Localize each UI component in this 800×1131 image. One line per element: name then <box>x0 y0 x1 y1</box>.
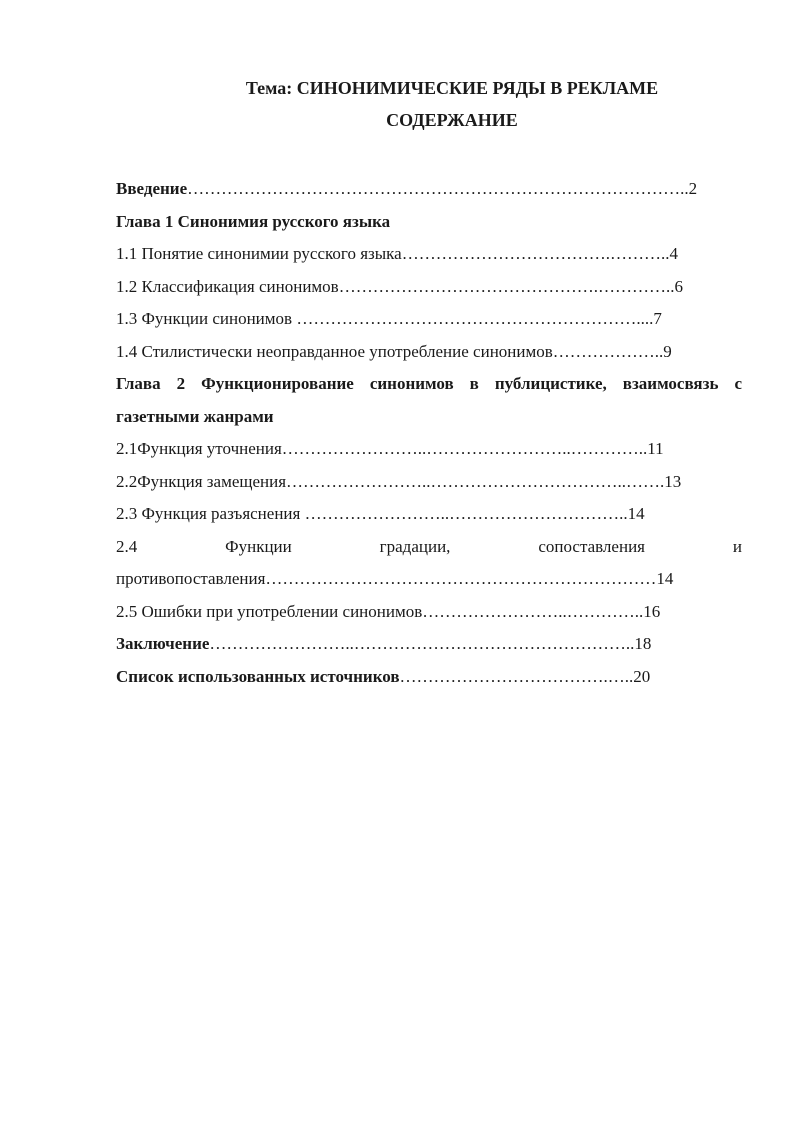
toc-page-number: 14 <box>627 504 645 523</box>
toc-leader: …………………………………………………………………………….. <box>187 179 689 198</box>
toc-entry-title: 2.5 Ошибки при употреблении синонимов <box>116 601 423 621</box>
toc-entry-title: Введение <box>116 179 188 198</box>
toc-page-number: 18 <box>634 634 652 653</box>
toc-entry-2-3[interactable] <box>116 498 742 531</box>
toc-entry-title: Список использованных источников <box>116 666 400 686</box>
toc-entry-1-2[interactable] <box>116 271 742 304</box>
toc-page-number: 2 <box>688 179 698 198</box>
toc-entry-2-2[interactable] <box>116 466 742 499</box>
toc-page-number: 11 <box>647 439 664 458</box>
toc-chapter-1[interactable]: Глава 1 Синонимия русского языка <box>116 211 391 231</box>
toc-entry-title: 1.3 Функции синонимов <box>116 309 297 328</box>
toc-entry-title: 2.3 Функция разъяснения <box>116 504 305 523</box>
toc-entry-2-4-line-1[interactable]: 2.4 Функции градации, сопоставления и <box>116 536 742 556</box>
toc-entry-sources[interactable] <box>116 661 742 694</box>
toc-entry-1-4[interactable] <box>116 336 742 369</box>
toc-leader: ……………………………….………. <box>401 244 666 263</box>
toc-leader: …………………………………………………….... <box>296 309 654 328</box>
contents-heading: СОДЕРЖАНИЕ <box>386 110 518 130</box>
toc-entry-title: 2.1Функция уточнения <box>116 439 282 458</box>
toc-page-number: 14 <box>656 569 674 588</box>
toc-leader: ……………………………….….. <box>399 666 634 686</box>
toc-leader: …………………………………………………………… <box>265 569 657 588</box>
toc-chapter-2-line-1[interactable]: Глава 2 Функционирование синонимов в публицистике, взаимосвязь с <box>116 374 742 393</box>
toc-page-number: 6 <box>674 276 683 296</box>
toc-leader: ………………. <box>552 341 660 361</box>
toc-leader: ……………………..………………………………………….. <box>209 634 635 653</box>
toc-page-number: 7 <box>653 309 662 328</box>
toc-page-number: .9 <box>659 341 672 361</box>
toc-page-number: 20 <box>633 666 651 686</box>
toc-leader: ……………………..……………………..………….. <box>281 439 648 458</box>
toc-entry-title: 1.2 Классификация синонимов <box>116 276 339 296</box>
toc-leader: ……………………..……………………………..……. <box>286 471 665 491</box>
document-topic: Тема: СИНОНИМИЧЕСКИЕ РЯДЫ В РЕКЛАМЕ <box>245 78 659 98</box>
toc-leader: ……………………………………….………….. <box>338 276 675 296</box>
table-of-contents <box>116 173 742 693</box>
toc-leader: ……………………..………………………….. <box>304 504 628 523</box>
toc-entry-conclusion[interactable] <box>116 628 742 661</box>
toc-entry-1-3[interactable] <box>116 303 742 336</box>
toc-leader: ……………………..………….. <box>422 601 644 621</box>
toc-entry-title: противопоставления <box>116 569 266 588</box>
toc-chapter-2-line-2[interactable]: газетными жанрами <box>116 406 274 426</box>
toc-entry-2-5[interactable] <box>116 596 742 629</box>
toc-entry-intro[interactable] <box>116 173 742 206</box>
toc-page-number: .4 <box>665 244 678 263</box>
toc-entry-title: Заключение <box>116 634 210 653</box>
toc-page-number: 13 <box>664 471 682 491</box>
toc-entry-1-1[interactable] <box>116 238 742 271</box>
toc-page-number: 16 <box>643 601 661 621</box>
toc-entry-2-1[interactable] <box>116 433 742 466</box>
toc-entry-title: 2.2Функция замещения <box>116 471 287 491</box>
toc-entry-title: 1.4 Стилистически неоправданное употребление синонимов <box>116 341 553 361</box>
toc-entry-2-4-line-2[interactable] <box>116 563 742 596</box>
toc-entry-title: 1.1 Понятие синонимии русского языка <box>116 244 402 263</box>
